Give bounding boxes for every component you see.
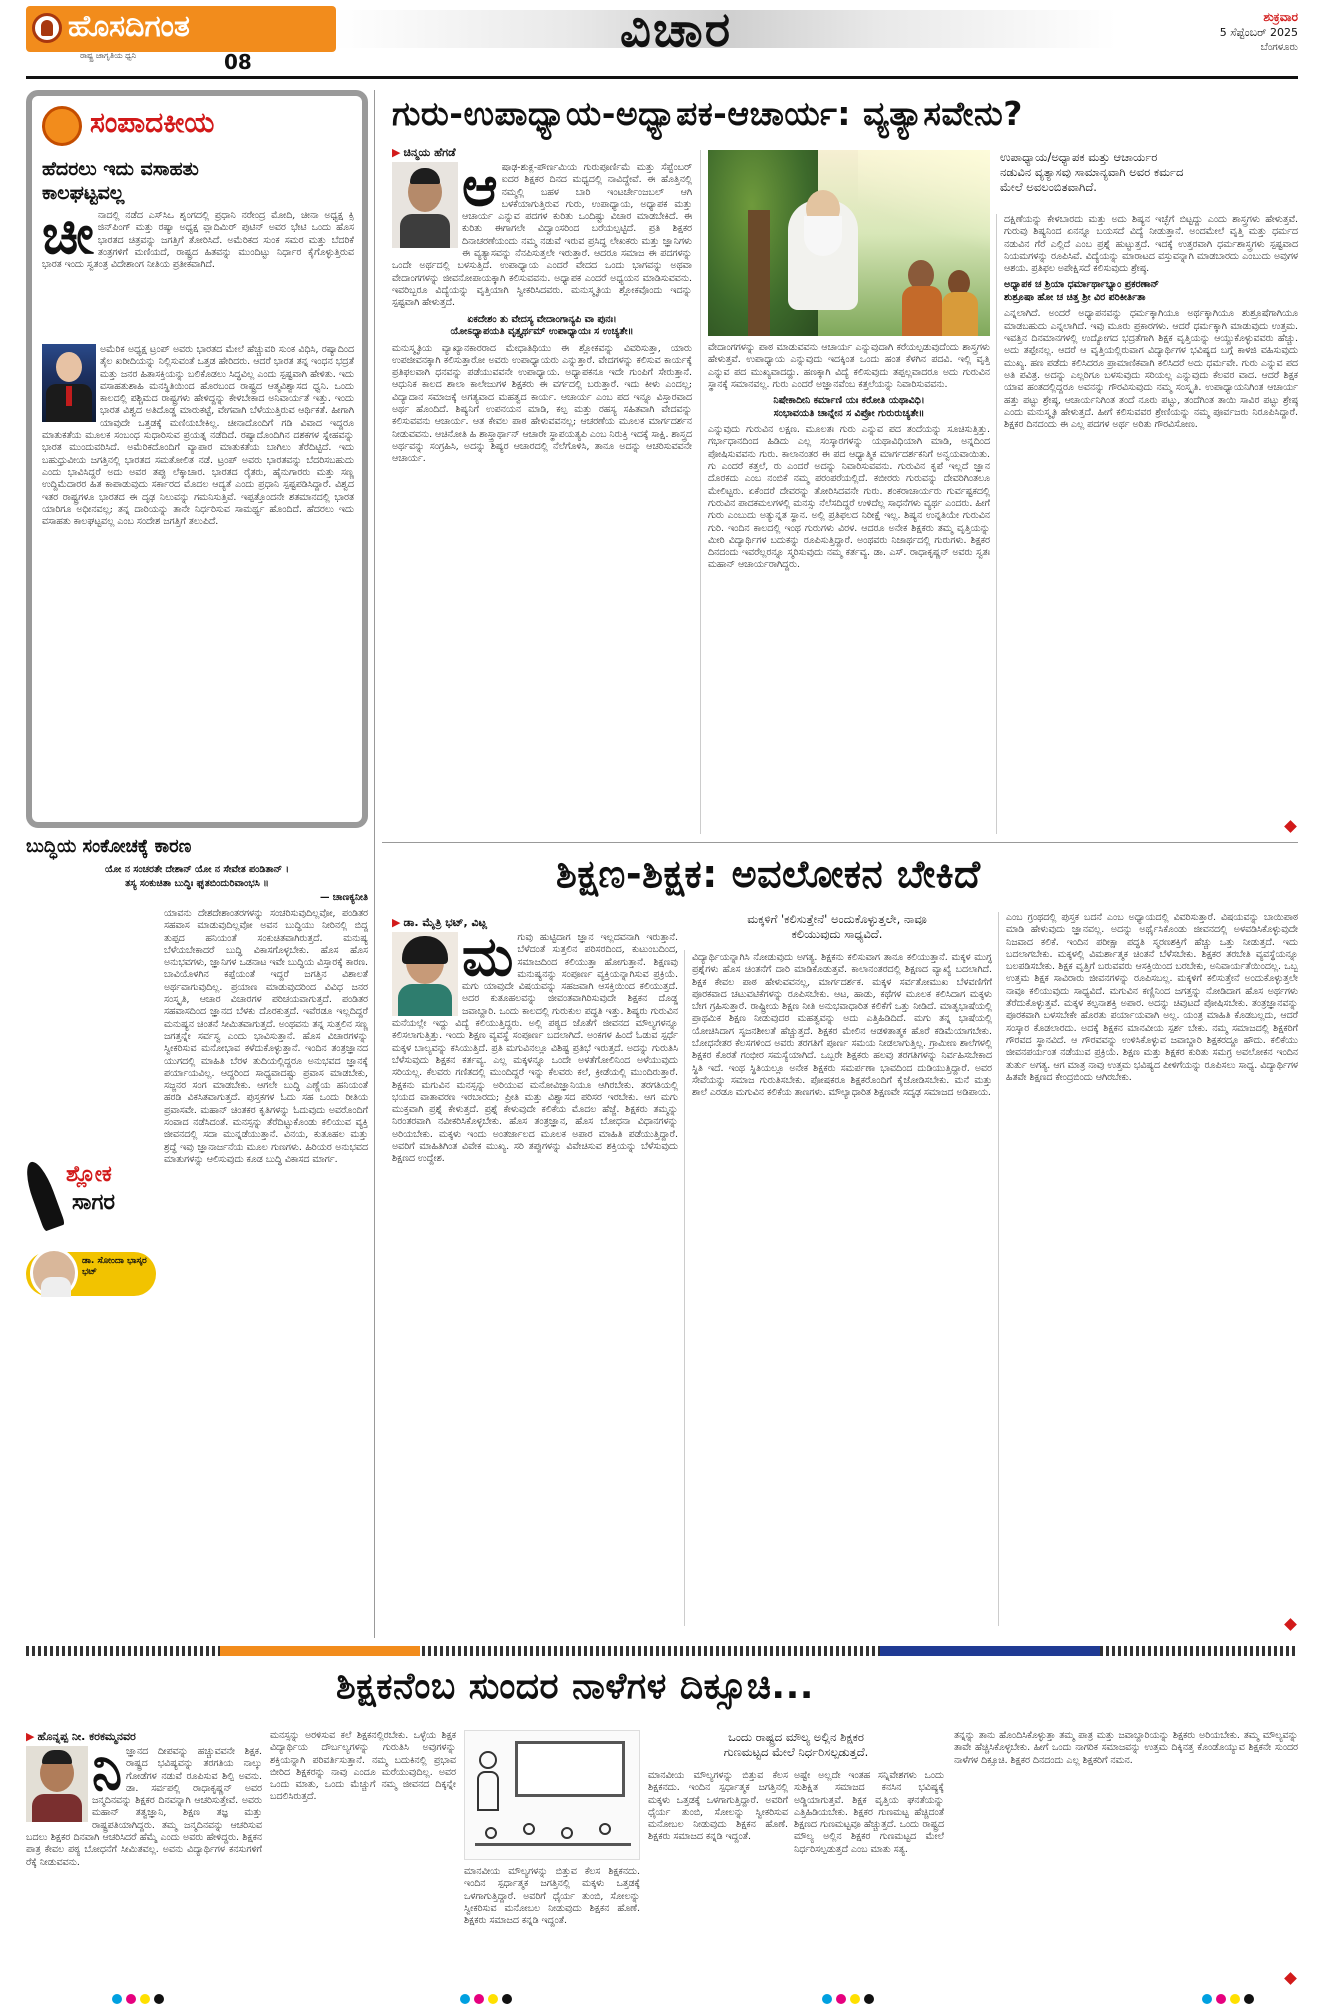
article2-col3-text: ಎಂಬ ಗ್ರಂಥದಲ್ಲಿ ಪುಸ್ತಕ ಬದನೆ ಎಂಬ ಅಧ್ಯಾಯದಲ್ಲಿ ವಿವರಿಸುತ್ತಾರೆ. ವಿಷಯವನ್ನು ಬಾಯಿಪಾಠ ಮಾಡಿ ಹೇಳುವುದು ಜ್ಞಾನವಲ್ಲ. ಅದನ್ನು ಅರ್ಥೈಸಿಕೊಂಡು ಜೀವನದಲ್ಲಿ ಅಳವಡಿಸಿಕೊಳ್ಳುವುದೇ ನಿಜವಾದ ಕಲಿಕೆ. ಇಂದಿನ ಪರೀಕ್ಷಾ ಪದ್ಧತಿ ಸ್ಮರಣಶಕ್ತಿಗೆ ಹೆಚ್ಚು ಒತ್ತು ನೀಡುತ್ತದೆ. ಇದು ಬದಲಾಗಬೇಕು. ಮಕ್ಕಳಲ್ಲಿ ವಿಮರ್ಶಾತ್ಮಕ ಚಿಂತನೆ ಬೆಳೆಸಬೇಕು. ಶಿಕ್ಷಕರ ತರಬೇತಿ ವ್ಯವಸ್ಥೆಯನ್ನೂ ಬಲಪಡಿಸಬೇಕು. ಶಿಕ್ಷಕ ವೃತ್ತಿಗೆ ಬರುವವರು ಆಸಕ್ತಿಯಿಂದ ಬರಬೇಕು, ಅನಿವಾರ್ಯತೆಯಿಂದಲ್ಲ. ಒಬ್ಬ ಉತ್ತಮ ಶಿಕ್ಷಕ ಸಾವಿರಾರು ಜೀವನಗಳನ್ನು ರೂಪಿಸಬಲ್ಲ. ಮಕ್ಕಳಿಗೆ ಕಲಿಸುತ್ತೇನೆ ಅಂದುಕೊಳ್ಳುತ್ತಲೇ ನಾವೂ ಕಲಿಯುವುದು ಸಾಧ್ಯವಿದೆ. ಮಗುವಿನ ಕಣ್ಣಿನಿಂದ ಜಗತ್ತನ್ನು ನೋಡಿದಾಗ ಹೊಸ ಅರ್ಥಗಳು ತೆರೆದುಕೊಳ್ಳುತ್ತವೆ. ಮಕ್ಕಳ ಕಲ್ಪನಾಶಕ್ತಿ ಅಪಾರ. ಅದನ್ನು ಚಿವುಟದೆ ಪೋಷಿಸಬೇಕು. ತಂತ್ರಜ್ಞಾನವನ್ನು ಪೂರಕವಾಗಿ ಬಳಸಬೇಕೇ ಹೊರತು ಪರ್ಯಾಯವಾಗಿ ಅಲ್ಲ. ಯಂತ್ರ ಮಾಹಿತಿ ಕೊಡಬಲ್ಲದು, ಆದರೆ ಸಂಸ್ಕಾರ ಕೊಡಲಾರದು. ಅದಕ್ಕೆ ಶಿಕ್ಷಕನ ಮಾನವೀಯ ಸ್ಪರ್ಶ ಬೇಕು. ನಮ್ಮ ಸಮಾಜದಲ್ಲಿ ಶಿಕ್ಷಕರಿಗೆ ಗೌರವದ ಸ್ಥಾನವಿದೆ. ಆ ಗೌರವವನ್ನು ಉಳಿಸಿಕೊಳ್ಳುವ ಜವಾಬ್ದಾರಿ ಶಿಕ್ಷಕರದ್ದೂ ಹೌದು. ಕಲಿಕೆಯು ಜೀವನಪರ್ಯಂತ ನಡೆಯುವ ಪ್ರಕ್ರಿಯೆ. ಶಿಕ್ಷಣ ಮತ್ತು ಶಿಕ್ಷಕರ ಕುರಿತು ಸಮಗ್ರ ಅವಲೋಕನ ಇಂದಿನ ತುರ್ತು ಅಗತ್ಯ. ಆಗ ಮಾತ್ರ ನಾವು ಉತ್ತಮ ಭವಿಷ್ಯದ ಪೀಳಿಗೆಯನ್ನು ರೂಪಿಸಲು ಸಾಧ್ಯ. ವಿದ್ಯಾರ್ಥಿಗಳ ಹಿತವೇ ಶಿಕ್ಷಣದ ಕೇಂದ್ರಬಿಂದು ಆಗಿರಬೇಕು. <box>1006 912 1298 1083</box>
buddhi-quote-line2: ತಸ್ಯ ಸಂಕುಚಿತಾ ಬುದ್ಧಿಃ ಘೃತಬಿಂದುರಿವಾಂಭಸಿ ॥ <box>125 878 269 889</box>
byline-marker-icon: ▶ <box>26 1730 35 1743</box>
article3-col3 <box>464 1866 640 1982</box>
article1-title: ಗುರು-ಉಪಾಧ್ಯಾಯ-ಅಧ್ಯಾಪಕ-ಆಚಾರ್ಯ: ವ್ಯತ್ಯಾಸವೇನು? <box>392 94 1023 133</box>
article1-deck-line2: ನಡುವಿನ ವ್ಯತ್ಯಾಸವು ಸಾಮಾನ್ಯವಾಗಿ ಅವರ ಕರ್ಮದ <box>1000 165 1184 179</box>
article2-col1 <box>392 932 678 1626</box>
article3-author: ಹೊನ್ನಪ್ಪ ನೀ. ಕರಕಮ್ಮನವರ <box>37 1730 136 1743</box>
registration-marks <box>112 1994 1252 2006</box>
article3-illustration <box>464 1730 640 1860</box>
masthead-date: 5 ಸೆಪ್ಟೆಂಬರ್ 2025 <box>1219 26 1298 39</box>
quill-icon <box>21 1158 66 1231</box>
masthead-day: ಶುಕ್ರವಾರ <box>1263 10 1298 24</box>
article3-col4b-text: ಮಾನವೀಯ ಮೌಲ್ಯಗಳನ್ನು ಬಿತ್ತುವ ಕೆಲಸ ಶಿಕ್ಷಕನದು. ಇಂದಿನ ಸ್ಪರ್ಧಾತ್ಮಕ ಜಗತ್ತಿನಲ್ಲಿ ಮಕ್ಕಳು ಒತ್ತಡಕ್ಕೆ ಒಳಗಾಗುತ್ತಿದ್ದಾರೆ. ಅವರಿಗೆ ಧೈರ್ಯ ತುಂಬಿ, ಸೋಲನ್ನು ಸ್ವೀಕರಿಸುವ ಮನೋಬಲ ನೀಡುವುದು ಶಿಕ್ಷಕನ ಹೊಣೆ. ಶಿಕ್ಷಕರು ಸಮಾಜದ ಕನ್ನಡಿ ಇದ್ದಂತೆ. <box>648 1770 788 1843</box>
logo-tagline: ರಾಷ್ಟ್ರ ಜಾಗೃತಿಯ ಧ್ವನಿ <box>80 51 137 60</box>
article1-col1-text: ಷಾಢ-ಶುಕ್ಲ-ಪೌರ್ಣಮಿಯ ಗುರುಪೂರ್ಣಿಮೆ ಮತ್ತು ಸೆಪ್ಟೆಂಬರ್ ಐದರ ಶಿಕ್ಷಕರ ದಿನದ ಮಧ್ಯದಲ್ಲಿ ನಾವಿದ್ದೇವೆ. ಈ ಹೊತ್ತಿನಲ್ಲಿ ನಮ್ಮಲ್ಲಿ ಬಹಳ ಬಾರಿ ಇಂಟರ್ಚೇಂಜಬಲ್ ಆಗಿ ಬಳಕೆಯಾಗುತ್ತಿರುವ ಗುರು, ಉಪಾಧ್ಯಾಯ, ಅಧ್ಯಾಪಕ ಮತ್ತು ಆಚಾರ್ಯ ಎನ್ನುವ ಪದಗಳ ಕುರಿತು ಒಂದಿಷ್ಟು ವಿಚಾರ ಮಾಡಬೇಕಿದೆ. ಈ ಕುರಿತು ಈಗಾಗಲೇ ವಿದ್ವಾಂಸರಿಂದ ಬರೆಯಲ್ಪಟ್ಟಿದೆ. ಪ್ರತಿ ಶಿಕ್ಷಕರ ದಿನಾಚರಣೆಯಂದು ನಮ್ಮ ನಡುವೆ ಇರುವ ಪ್ರಸಿದ್ಧ ಲೇಖಕರು ಮತ್ತು ಜ್ಞಾನಿಗಳು ಈ ವ್ಯತ್ಯಾಸವನ್ನು ನೆನಪಿಸುತ್ತಲೇ ಇರುತ್ತಾರೆ. ಆದರೂ ಸಮಾಜ ಈ ಪದಗಳನ್ನು ಒಂದೇ ಅರ್ಥದಲ್ಲಿ ಬಳಸುತ್ತಿದೆ. ಉಪಾಧ್ಯಾಯ ಎಂದರೆ ವೇದದ ಒಂದು ಭಾಗವನ್ನು ಅಥವಾ ವೇದಾಂಗಗಳನ್ನು ಜೀವನೋಪಾಯಕ್ಕಾಗಿ ಕಲಿಸುವವನು. ಅಧ್ಯಾಪಕ ಎಂದರೆ ಅಧ್ಯಯನ ಮಾಡಿಸುವವನು. ಇವರಿಬ್ಬರೂ ವಿದ್ಯೆಯನ್ನು ವೃತ್ತಿಯಾಗಿ ಸ್ವೀಕರಿಸಿದವರು. ಮನುಸ್ಮೃತಿಯ ಶ್ಲೋಕವೊಂದು ಇದನ್ನು ಸ್ಪಷ್ಟವಾಗಿ ಹೇಳುತ್ತದೆ. <box>392 162 692 309</box>
editorial-title-line1: ಹೆದರಲು ಇದು ವಸಾಹತು <box>42 158 199 180</box>
article2-byline <box>392 916 487 930</box>
article3-col4-text: ಅಷ್ಟೇ ಅಲ್ಲದೇ ಇಂತಹ ಸನ್ನಿವೇಶಗಳು ಒಂದು ಸುಶಿಕ್ಷಿತ ಸಮಾಜದ ಕನಸಿನ ಭವಿಷ್ಯಕ್ಕೆ ಅಡ್ಡಿಯಾಗುತ್ತವೆ. ಶಿಕ್ಷಕ ವೃತ್ತಿಯ ಘನತೆಯನ್ನು ಎತ್ತಿಹಿಡಿಯಬೇಕು. ಶಿಕ್ಷಕರ ಗುಣಮಟ್ಟ ಹೆಚ್ಚಿದಂತೆ ಶಿಕ್ಷಣದ ಗುಣಮಟ್ಟವೂ ಹೆಚ್ಚುತ್ತದೆ. ಒಂದು ರಾಷ್ಟ್ರದ ಮೌಲ್ಯ ಅಲ್ಲಿನ ಶಿಕ್ಷಕರ ಗುಣಮಟ್ಟದ ಮೇಲೆ ನಿರ್ಧರಿಸಲ್ಪಡುತ್ತದೆ ಎಂಬ ಮಾತು ಸತ್ಯ. <box>794 1770 944 1855</box>
article1-col1 <box>392 162 692 838</box>
editorial-body <box>42 344 354 816</box>
article3-title: ಶಿಕ್ಷಕನೆಂಬ ಸುಂದರ ನಾಳೆಗಳ ದಿಕ್ಸೂಚಿ... <box>336 1666 814 1707</box>
article1-verse3-line2: ಶುಶ್ರೂಷಾ ಹೋ ಚ ಚಿತ್ತ ಶ್ರೀ ವಿರ ಪರಿಕೀರ್ತಿತಾ <box>1004 291 1146 303</box>
article1-col2b-text: ಎನ್ನುವುದು ಗುರುವಿನ ಲಕ್ಷಣ. ಮೂಲತಃ ಗುರು ಎನ್ನುವ ಪದ ತಂದೆಯನ್ನು ಸೂಚಿಸುತ್ತಿತ್ತು. ಗರ್ಭಾಧಾನದಿಂದ ಹಿಡಿದು ಎಲ್ಲ ಸಂಸ್ಕಾರಗಳನ್ನು ಯಥಾವಿಧಿಯಾಗಿ ಮಾಡಿ, ಅನ್ನದಿಂದ ಪೋಷಿಸುವವನು ಗುರು. ಕಾಲಾನಂತರ ಈ ಪದ ಆಧ್ಯಾತ್ಮಿಕ ಮಾರ್ಗದರ್ಶಕನಿಗೆ ಅನ್ವಯವಾಯಿತು. ಗು ಎಂದರೆ ಕತ್ತಲೆ, ರು ಎಂದರೆ ಅದನ್ನು ನಿವಾರಿಸುವವನು. ಗುರುವಿನ ಕೃಪೆ ಇಲ್ಲದೆ ಜ್ಞಾನ ದೊರಕದು ಎಂಬ ನಂಬಿಕೆ ನಮ್ಮ ಪರಂಪರೆಯಲ್ಲಿದೆ. ಕಬೀರರು ಗುರುವನ್ನು ದೇವರಿಗಿಂತಲೂ ಮೇಲಿಟ್ಟರು. ಏಕೆಂದರೆ ದೇವರನ್ನು ತೋರಿಸಿದವನೇ ಗುರು. ಶಂಕರಾಚಾರ್ಯರು ಗುರ್ವಷ್ಟಕದಲ್ಲಿ ಗುರುವಿನ ಪಾದಕಮಲಗಳಲ್ಲಿ ಮನಸ್ಸು ನೆಲೆಸದಿದ್ದರೆ ಉಳಿದೆಲ್ಲ ಸಾಧನೆಗಳು ವ್ಯರ್ಥ ಎಂದರು. ಹೀಗೆ ಗುರು ಎಂಬುದು ಅತ್ಯುನ್ನತ ಸ್ಥಾನ. ಅಲ್ಲಿ ಪ್ರತಿಫಲದ ನಿರೀಕ್ಷೆ ಇಲ್ಲ. ಶಿಷ್ಯನ ಉನ್ನತಿಯೇ ಗುರುವಿನ ಗುರಿ. ಇಂದಿನ ಕಾಲದಲ್ಲಿ ಇಂಥ ಗುರುಗಳು ವಿರಳ. ಆದರೂ ಅನೇಕ ಶಿಕ್ಷಕರು ತಮ್ಮ ವೃತ್ತಿಯನ್ನು ಮೀರಿ ವಿದ್ಯಾರ್ಥಿಗಳ ಬದುಕನ್ನು ರೂಪಿಸುತ್ತಿದ್ದಾರೆ. ಅಂಥವರು ನಿಜಾರ್ಥದಲ್ಲಿ ಗುರುಗಳು. ಶಿಕ್ಷಕರ ದಿನದಂದು ಇವರೆಲ್ಲರನ್ನೂ ಸ್ಮರಿಸುವುದು ನಮ್ಮ ಕರ್ತವ್ಯ. ಡಾ. ಎಸ್. ರಾಧಾಕೃಷ್ಣನ್ ಅವರು ಸ್ವತಃ ಮಹಾನ್ ಆಚಾರ್ಯರಾಗಿದ್ದರು. <box>708 424 990 571</box>
page-number: 08 <box>224 50 252 74</box>
article1-col2-text: ವೇದಾಂಗಗಳನ್ನು ಪಾಠ ಮಾಡುವವನು ಆಚಾರ್ಯ ಎನ್ನುವುದಾಗಿ ಕರೆಯಲ್ಪಡುವುದೆಂದು ಶಾಸ್ತ್ರಗಳು ಹೇಳುತ್ತವೆ. ಉಪಾಧ್ಯಾಯ ಎನ್ನುವುದು ಇದಕ್ಕಿಂತ ಒಂದು ಹಂತ ಕೆಳಗಿನ ಪದವಿ. ಇಲ್ಲಿ ವೃತ್ತಿ ಎನ್ನುವ ಪದ ಮುಖ್ಯವಾದದ್ದು. ಹಣಕ್ಕಾಗಿ ವಿದ್ಯೆ ಕಲಿಸುವುದು ತಪ್ಪಲ್ಲವಾದರೂ ಅದು ಗುರುವಿನ ಸ್ಥಾನಕ್ಕೆ ಸಮಾನವಲ್ಲ. ಗುರು ಎಂದರೆ ಅಜ್ಞಾನವೆಂಬ ಕತ್ತಲೆಯನ್ನು ನಿವಾರಿಸುವವನು. <box>708 342 990 390</box>
article1-divider-2 <box>996 214 997 834</box>
article1-author: ಚಿನ್ಮಯ ಹೆಗಡೆ <box>403 146 456 159</box>
article1-col3b-text: ಎನ್ನಲಾಗಿದೆ. ಅಂದರೆ ಅಧ್ಯಾಪನವನ್ನು ಧರ್ಮಕ್ಕಾಗಿಯೂ ಅರ್ಥಕ್ಕಾಗಿಯೂ ಶುಶ್ರೂಷೆಗಾಗಿಯೂ ಮಾಡಬಹುದು ಎನ್ನಲಾಗಿದೆ. ಇವು ಮೂರು ಪ್ರಕಾರಗಳು. ಆದರೆ ಧರ್ಮಕ್ಕಾಗಿ ಮಾಡುವುದು ಉತ್ತಮ. ಇವತ್ತಿನ ದಿನಮಾನಗಳಲ್ಲಿ ಉದ್ಯೋಗದ ಭದ್ರತೆಗಾಗಿ ಶಿಕ್ಷಕ ವೃತ್ತಿಯನ್ನು ಆಯ್ದುಕೊಳ್ಳುವವರು ಹೆಚ್ಚು. ಅದು ತಪ್ಪೇನಲ್ಲ. ಆದರೆ ಆ ವೃತ್ತಿಯಲ್ಲಿರುವಾಗ ವಿದ್ಯಾರ್ಥಿಗಳ ಭವಿಷ್ಯದ ಬಗ್ಗೆ ಕಾಳಜಿ ವಹಿಸುವುದು ಮುಖ್ಯ. ಹಣ ಪಡೆದು ಕಲಿಸಿದರೂ ಪ್ರಾಮಾಣಿಕವಾಗಿ ಕಲಿಸಿದರೆ ಅದು ಧರ್ಮವೇ. ಗುರು ಎನ್ನುವ ಪದ ಅತಿ ಪವಿತ್ರ. ಅದನ್ನು ಎಲ್ಲರಿಗೂ ಬಳಸುವುದು ಸರಿಯಲ್ಲ ಎನ್ನುವುದು ಕೆಲವರ ವಾದ. ಆದರೆ ಶಿಕ್ಷಕ ಯಾವ ಹಂತದಲ್ಲಿದ್ದರೂ ಅವನನ್ನು ಗೌರವಿಸುವುದು ನಮ್ಮ ಸಂಸ್ಕೃತಿ. ಉಪಾಧ್ಯಾಯನಿಗಿಂತ ಆಚಾರ್ಯ ಹತ್ತು ಪಟ್ಟು ಶ್ರೇಷ್ಠ, ಆಚಾರ್ಯನಿಗಿಂತ ತಂದೆ ನೂರು ಪಟ್ಟು, ತಂದೆಗಿಂತ ತಾಯಿ ಸಾವಿರ ಪಟ್ಟು ಶ್ರೇಷ್ಠ ಎಂದು ಮನುಸ್ಮೃತಿ ಹೇಳುತ್ತದೆ. ಹೀಗೆ ಕಲಿಸುವವರ ಶ್ರೇಣಿಯನ್ನು ನಮ್ಮ ಪೂರ್ವಜರು ನಿರೂಪಿಸಿದ್ದಾರೆ. ಶಿಕ್ಷಕರ ದಿನದಂದು ಈ ಎಲ್ಲ ಪದಗಳ ಅರ್ಥ ಅರಿತು ಗೌರವಿಸೋಣ. <box>1004 308 1298 431</box>
article1-bottom-rule <box>382 842 1298 843</box>
article1-verse2-line1: ನಿಷೇಕಾದೀನಿ ಕರ್ಮಾಣಿ ಯಃ ಕರೋತಿ ಯಥಾವಿಧಿ। <box>773 395 925 407</box>
article1-deck <box>1000 150 1300 195</box>
article3-col2 <box>270 1730 456 1982</box>
article3-col5 <box>954 1730 1298 1982</box>
article2-title: ಶಿಕ್ಷಣ-ಶಿಕ್ಷಕ: ಅವಲೋಕನ ಬೇಕಿದೆ <box>556 852 981 896</box>
shloka-author-label: ಡಾ. ಸೋಂದಾ ಭಾಸ್ಕರ ಭಟ್ <box>82 1256 147 1277</box>
editorial-label: ಸಂಪಾದಕೀಯ <box>90 106 215 139</box>
article2-author: ಡಾ. ಮೈತ್ರಿ ಭಟ್, ವಿಟ್ಲ <box>403 916 488 929</box>
shloka-label-line1: ಶ್ಲೋಕ <box>66 1162 112 1187</box>
buddhi-quote-source: — ಚಾಣಕ್ಯನೀತಿ <box>319 892 368 903</box>
separator-blue <box>880 1646 1100 1656</box>
logo-block[interactable] <box>26 6 336 52</box>
article3-col3-text: ಮಾನವೀಯ ಮೌಲ್ಯಗಳನ್ನು ಬಿತ್ತುವ ಕೆಲಸ ಶಿಕ್ಷಕನದು. ಇಂದಿನ ಸ್ಪರ್ಧಾತ್ಮಕ ಜಗತ್ತಿನಲ್ಲಿ ಮಕ್ಕಳು ಒತ್ತಡಕ್ಕೆ ಒಳಗಾಗುತ್ತಿದ್ದಾರೆ. ಅವರಿಗೆ ಧೈರ್ಯ ತುಂಬಿ, ಸೋಲನ್ನು ಸ್ವೀಕರಿಸುವ ಮನೋಬಲ ನೀಡುವುದು ಶಿಕ್ಷಕನ ಹೊಣೆ. ಶಿಕ್ಷಕರು ಸಮಾಜದ ಕನ್ನಡಿ ಇದ್ದಂತೆ. <box>464 1866 640 1927</box>
article2-col3 <box>1006 912 1298 1624</box>
masthead <box>0 0 1324 82</box>
article3-deck <box>648 1730 944 1760</box>
article1-divider-1 <box>700 150 701 834</box>
article1-verse1-line1: ಏಕದೇಶಂ ತು ವೇದಸ್ಯ ವೇದಾಂಗಾನ್ಯಪಿ ವಾ ಪುನಃ। <box>467 313 617 325</box>
article1-col2 <box>708 342 990 836</box>
article2-col1-text: ಗುವು ಹುಟ್ಟಿದಾಗ ಜ್ಞಾನ ಇಲ್ಲದವನಾಗಿ ಇರುತ್ತಾನೆ. ಬೆಳೆದಂತೆ ಸುತ್ತಲಿನ ಪರಿಸರದಿಂದ, ಕುಟುಂಬದಿಂದ, ಸಮಾಜದಿಂದ ಕಲಿಯುತ್ತಾ ಹೋಗುತ್ತಾನೆ. ಶಿಕ್ಷಣವು ಮನುಷ್ಯನನ್ನು ಸಂಪೂರ್ಣ ವ್ಯಕ್ತಿಯನ್ನಾಗಿಸುವ ಪ್ರಕ್ರಿಯೆ. ಮಗು ಯಾವುದೇ ವಿಷಯವನ್ನು ಸಹಜವಾಗಿ ಆಸಕ್ತಿಯಿಂದ ಕಲಿಯುತ್ತದೆ. ಅದರ ಕುತೂಹಲವನ್ನು ಜೀವಂತವಾಗಿರಿಸುವುದೇ ಶಿಕ್ಷಕನ ದೊಡ್ಡ ಜವಾಬ್ದಾರಿ. ಒಂದು ಕಾಲದಲ್ಲಿ ಗುರುಕುಲ ಪದ್ಧತಿ ಇತ್ತು. ಶಿಷ್ಯರು ಗುರುವಿನ ಮನೆಯಲ್ಲೇ ಇದ್ದು ವಿದ್ಯೆ ಕಲಿಯುತ್ತಿದ್ದರು. ಅಲ್ಲಿ ಪಠ್ಯದ ಜೊತೆಗೆ ಜೀವನದ ಮೌಲ್ಯಗಳನ್ನೂ ಕಲಿಸಲಾಗುತ್ತಿತ್ತು. ಇಂದು ಶಿಕ್ಷಣ ವ್ಯವಸ್ಥೆ ಸಂಪೂರ್ಣ ಬದಲಾಗಿದೆ. ಅಂಕಗಳ ಹಿಂದೆ ಓಡುವ ಸ್ಪರ್ಧೆ ಮಕ್ಕಳ ಬಾಲ್ಯವನ್ನು ಕಸಿಯುತ್ತಿದೆ. ಪ್ರತಿ ಮಗುವಿನಲ್ಲೂ ವಿಶಿಷ್ಟ ಪ್ರತಿಭೆ ಇರುತ್ತದೆ. ಅದನ್ನು ಗುರುತಿಸಿ ಬೆಳೆಸುವುದು ಶಿಕ್ಷಕನ ಕರ್ತವ್ಯ. ಎಲ್ಲ ಮಕ್ಕಳನ್ನೂ ಒಂದೇ ಅಳತೆಗೋಲಿನಿಂದ ಅಳೆಯುವುದು ಸರಿಯಲ್ಲ. ಕೆಲವರು ಗಣಿತದಲ್ಲಿ ಮುಂದಿದ್ದರೆ ಇನ್ನು ಕೆಲವರು ಕಲೆ, ಕ್ರೀಡೆಯಲ್ಲಿ ಮುಂದಿರುತ್ತಾರೆ. ಶಿಕ್ಷಕನು ಮಗುವಿನ ಮನಸ್ಸನ್ನು ಅರಿಯುವ ಮನೋವಿಜ್ಞಾನಿಯೂ ಆಗಿರಬೇಕು. ತರಗತಿಯಲ್ಲಿ ಭಯದ ವಾತಾವರಣ ಇರಬಾರದು; ಪ್ರೀತಿ ಮತ್ತು ವಿಶ್ವಾಸದ ಪರಿಸರ ಇರಬೇಕು. ಆಗ ಮಗು ಮುಕ್ತವಾಗಿ ಪ್ರಶ್ನೆ ಕೇಳುತ್ತದೆ. ಪ್ರಶ್ನೆ ಕೇಳುವುದೇ ಕಲಿಕೆಯ ಮೊದಲ ಹೆಜ್ಜೆ. ಶಿಕ್ಷಕರು ತಮ್ಮನ್ನು ನಿರಂತರವಾಗಿ ನವೀಕರಿಸಿಕೊಳ್ಳಬೇಕು. ಹೊಸ ತಂತ್ರಜ್ಞಾನ, ಹೊಸ ಬೋಧನಾ ವಿಧಾನಗಳನ್ನು ಅರಿಯಬೇಕು. ಮಕ್ಕಳು ಇಂದು ಅಂತರ್ಜಾಲದ ಮೂಲಕ ಅಪಾರ ಮಾಹಿತಿ ಪಡೆಯುತ್ತಿದ್ದಾರೆ. ಅವರಿಗೆ ಮಾಹಿತಿಗಿಂತ ವಿವೇಕ ಮುಖ್ಯ. ಸರಿ ತಪ್ಪುಗಳನ್ನು ವಿವೇಚಿಸುವ ಶಕ್ತಿಯನ್ನು ಬೆಳೆಸುವುದು ಶಿಕ್ಷಣದ ಉದ್ದೇಶ. <box>392 932 678 1165</box>
article2-divider-2 <box>998 912 999 1626</box>
article1-illustration <box>708 150 990 336</box>
article1-deck-line1: ಉಪಾಧ್ಯಾಯ/ಅಧ್ಯಾಪಕ ಮತ್ತು ಆಚಾರ್ಯರ <box>1000 150 1158 164</box>
buddhi-section <box>26 836 368 1636</box>
article3-col1 <box>26 1746 262 1982</box>
article1-dropcap: ಆ <box>462 162 498 218</box>
article3-col1-text: ಜ್ಞಾನದ ದೀಪವನ್ನು ಹಚ್ಚುವವನೇ ಶಿಕ್ಷಕ. ರಾಷ್ಟ್ರದ ಭವಿಷ್ಯವನ್ನು ತರಗತಿಯ ನಾಲ್ಕು ಗೋಡೆಗಳ ನಡುವೆ ರೂಪಿಸುವ ಶಿಲ್ಪಿ ಅವನು. ಡಾ. ಸರ್ವಪಲ್ಲಿ ರಾಧಾಕೃಷ್ಣನ್ ಅವರ ಜನ್ಮದಿನವನ್ನು ಶಿಕ್ಷಕರ ದಿನವನ್ನಾಗಿ ಆಚರಿಸುತ್ತೇವೆ. ಅವರು ಮಹಾನ್ ತತ್ವಜ್ಞಾನಿ, ಶಿಕ್ಷಣ ತಜ್ಞ ಮತ್ತು ರಾಷ್ಟ್ರಪತಿಯಾಗಿದ್ದರು. ತಮ್ಮ ಜನ್ಮದಿನವನ್ನು ಆಚರಿಸುವ ಬದಲು ಶಿಕ್ಷಕರ ದಿನವಾಗಿ ಆಚರಿಸಿದರೆ ಹೆಮ್ಮೆ ಎಂದು ಅವರು ಹೇಳಿದ್ದರು. ಶಿಕ್ಷಕನ ಪಾತ್ರ ಕೇವಲ ಪಠ್ಯ ಬೋಧನೆಗೆ ಸೀಮಿತವಲ್ಲ. ಅವನು ವಿದ್ಯಾರ್ಥಿಗಳ ಕನಸುಗಳಿಗೆ ರೆಕ್ಕೆ ನೀಡುವವನು. <box>26 1746 262 1868</box>
separator-orange <box>220 1646 420 1656</box>
editorial-intro <box>42 210 354 340</box>
logo-emblem-icon <box>32 13 62 43</box>
article3-col4 <box>794 1770 944 1982</box>
byline-marker-icon: ▶ <box>392 146 401 159</box>
article3-byline <box>26 1730 136 1744</box>
article1-col1b-text: ಮನುಸ್ಮೃತಿಯ ವ್ಯಾಖ್ಯಾನಕಾರರಾದ ಮೇಧಾತಿಥಿಯು ಈ ಶ್ಲೋಕವನ್ನು ವಿವರಿಸುತ್ತಾ, ಯಾರು ಉಪಜೀವನಕ್ಕಾಗಿ ಕಲಿಸುತ್ತಾರೋ ಅವರು ಉಪಾಧ್ಯಾಯರು ಎನ್ನುತ್ತಾರೆ. ವೇದಗಳನ್ನು ಕಲಿಸುವ ಕಾರ್ಯಕ್ಕೆ ಪ್ರತಿಫಲವಾಗಿ ಧನವನ್ನು ಪಡೆಯುವವನೇ ಉಪಾಧ್ಯಾಯ. ಅಧ್ಯಾಪಕನೂ ಇದೇ ಗುಂಪಿಗೆ ಸೇರುತ್ತಾನೆ. ಆಧುನಿಕ ಕಾಲದ ಶಾಲಾ ಕಾಲೇಜುಗಳ ಶಿಕ್ಷಕರು ಈ ವರ್ಗದಲ್ಲಿ ಬರುತ್ತಾರೆ. ಇದು ಕೀಳು ಎಂದಲ್ಲ; ವಿದ್ಯಾದಾನ ಸಮಾಜಕ್ಕೆ ಅಗತ್ಯವಾದ ಮಹತ್ವದ ಕಾರ್ಯ. ಆಚಾರ್ಯ ಎಂಬ ಪದ ಇನ್ನೂ ವಿಸ್ತಾರವಾದ ಅರ್ಥ ಹೊಂದಿದೆ. ಶಿಷ್ಯನಿಗೆ ಉಪನಯನ ಮಾಡಿ, ಕಲ್ಪ ಮತ್ತು ರಹಸ್ಯ ಸಹಿತವಾಗಿ ವೇದವನ್ನು ಕಲಿಸುವವನು ಆಚಾರ್ಯ. ಆತ ಕೇವಲ ಪಾಠ ಹೇಳುವವನಲ್ಲ; ಆಚರಣೆಯ ಮೂಲಕ ಮಾರ್ಗದರ್ಶನ ನೀಡುವವನು. ಆಚಿನೋತಿ ಹಿ ಶಾಸ್ತ್ರಾರ್ಥಾನ್ ಆಚಾರೇ ಸ್ಥಾಪಯತ್ಯಪಿ ಎಂಬ ನಿರುಕ್ತಿ ಇದಕ್ಕೆ ಸಾಕ್ಷಿ. ಶಾಸ್ತ್ರದ ಅರ್ಥವನ್ನು ಸಂಗ್ರಹಿಸಿ, ಅದನ್ನು ಶಿಷ್ಯರ ಆಚಾರದಲ್ಲಿ ನೆಲೆಗೊಳಿಸಿ, ತಾನೂ ಅದನ್ನು ಆಚರಿಸುವವನೇ ಆಚಾರ್ಯ. <box>392 342 692 465</box>
section-title: ವಿಚಾರ <box>620 2 733 58</box>
buddhi-quote-line1: ಯೋ ನ ಸಂಚರತೇ ದೇಶಾನ್ ಯೋ ನ ಸೇವೇತ ಪಂಡಿತಾನ್ । <box>104 864 290 875</box>
article2-deck-line2: ಕಲಿಯುವುದು ಸಾಧ್ಯವಿದೆ. <box>791 927 883 941</box>
article3-col5-text: ತನ್ನನ್ನು ತಾನು ಹೊಂದಿಸಿಕೊಳ್ಳುತ್ತಾ ತಮ್ಮ ಪಾತ್ರ ಮತ್ತು ಜವಾಬ್ದಾರಿಯನ್ನು ಶಿಕ್ಷಕರು ಅರಿಯಬೇಕು. ತಮ್ಮ ಮೌಲ್ಯವನ್ನು ತಾವೇ ಹೆಚ್ಚಿಸಿಕೊಳ್ಳಬೇಕು. ಹೀಗೆ ಒಂದು ನಾಗರಿಕ ಸಮಾಜವನ್ನು ಉತ್ತಮ ದಿಕ್ಕಿನತ್ತ ಕೊಂಡೊಯ್ಯುವ ಶಿಕ್ಷಕನೇ ಸುಂದರ ನಾಳೆಗಳ ದಿಕ್ಸೂಚಿ. ಶಿಕ್ಷಕರ ದಿನದಂದು ಎಲ್ಲ ಶಿಕ್ಷಕರಿಗೆ ನಮನ. <box>954 1730 1298 1766</box>
editorial-box <box>26 90 368 828</box>
masthead-rule <box>26 76 1298 79</box>
article2-deck <box>682 912 992 942</box>
editorial-intro-text: ನಾದಲ್ಲಿ ನಡೆದ ಎಸ್‌ಸಿಒ ಶೃಂಗದಲ್ಲಿ ಪ್ರಧಾನಿ ನರೇಂದ್ರ ಮೋದಿ, ಚೀನಾ ಅಧ್ಯಕ್ಷ ಕ್ಸಿ ಜಿನ್‌ಪಿಂಗ್ ಮತ್ತು ರಷ್ಯಾ ಅಧ್ಯಕ್ಷ ವ್ಲಾದಿಮಿರ್ ಪುಟಿನ್ ಅವರ ಭೇಟಿ ಒಂದು ಹೊಸ ಭಾರತದ ಚಿತ್ರವನ್ನು ಜಗತ್ತಿಗೆ ತೋರಿಸಿದೆ. ಅಮೆರಿಕದ ಸುಂಕ ಸಮರ ಮತ್ತು ಬೆದರಿಕೆ ತಂತ್ರಗಳಿಗೆ ಮಣಿಯದೆ, ರಾಷ್ಟ್ರದ ಹಿತವನ್ನು ಮುಂದಿಟ್ಟು ನಿರ್ಧಾರ ಕೈಗೊಳ್ಳುತ್ತಿರುವ ಭಾರತ ಇಂದು ಸ್ವತಂತ್ರ ವಿದೇಶಾಂಗ ನೀತಿಯ ಪ್ರತೀಕವಾಗಿದೆ. <box>42 210 354 271</box>
article1-verse2-line2: ಸಂಭಾವಯತಿ ಚಾನ್ನೇನ ಸ ವಿಪ್ರೋ ಗುರುರುಚ್ಯತೇ॥ <box>773 407 925 419</box>
section-separator <box>26 1646 1298 1656</box>
editorial-dropcap: ಚೀ <box>42 210 94 266</box>
editorial-body-text: ಅಮೆರಿಕ ಅಧ್ಯಕ್ಷ ಟ್ರಂಪ್ ಅವರು ಭಾರತದ ಮೇಲೆ ಹೆಚ್ಚುವರಿ ಸುಂಕ ವಿಧಿಸಿ, ರಷ್ಯಾದಿಂದ ತೈಲ ಖರೀದಿಯನ್ನು ನಿಲ್ಲಿಸುವಂತೆ ಒತ್ತಡ ಹೇರಿದರು. ಆದರೆ ಭಾರತ ತನ್ನ ಇಂಧನ ಭದ್ರತೆ ಮತ್ತು ಜನರ ಹಿತಾಸಕ್ತಿಯನ್ನು ಬಲಿಕೊಡಲು ಸಿದ್ಧವಿಲ್ಲ ಎಂದು ಸ್ಪಷ್ಟವಾಗಿ ಹೇಳಿತು. ಇದು ವಸಾಹತುಶಾಹಿ ಮನಸ್ಥಿತಿಯಿಂದ ಹೊರಬಂದ ರಾಷ್ಟ್ರದ ಆತ್ಮವಿಶ್ವಾಸದ ಧ್ವನಿ. ಒಂದು ಕಾಲದಲ್ಲಿ ಪಶ್ಚಿಮದ ರಾಷ್ಟ್ರಗಳು ಹೇಳಿದ್ದನ್ನು ಕೇಳಬೇಕಾದ ಅನಿವಾರ್ಯತೆ ಇತ್ತು. ಇಂದು ಭಾರತ ವಿಶ್ವದ ಅತಿದೊಡ್ಡ ಮಾರುಕಟ್ಟೆ, ವೇಗವಾಗಿ ಬೆಳೆಯುತ್ತಿರುವ ಆರ್ಥಿಕತೆ. ಹೀಗಾಗಿ ಯಾವುದೇ ಒತ್ತಡಕ್ಕೆ ಮಣಿಯಬೇಕಿಲ್ಲ. ಚೀನಾದೊಂದಿಗೆ ಗಡಿ ವಿವಾದ ಇದ್ದರೂ ಮಾತುಕತೆಯ ಮೂಲಕ ಸಂಬಂಧ ಸುಧಾರಿಸುವ ಪ್ರಯತ್ನ ನಡೆದಿದೆ. ರಷ್ಯಾದೊಂದಿಗಿನ ದಶಕಗಳ ಸ್ನೇಹವನ್ನು ಭಾರತ ಮುಂದುವರಿಸಿದೆ. ಅಮೆರಿಕದೊಂದಿಗೆ ವ್ಯಾಪಾರ ಮಾತುಕತೆಯ ಬಾಗಿಲು ತೆರೆದಿಟ್ಟಿದೆ. ಇದು ಬಹುಧ್ರುವೀಯ ಜಗತ್ತಿನಲ್ಲಿ ಭಾರತದ ಸಮತೋಲಿತ ನಡೆ. ಟ್ರಂಪ್ ಅವರು ಭಾರತವನ್ನು ಬೆದರಿಸಬಹುದು ಎಂದು ಭಾವಿಸಿದ್ದರೆ ಅದು ಅವರ ತಪ್ಪು ಲೆಕ್ಕಾಚಾರ. ಭಾರತದ ರೈತರು, ಹೈನುಗಾರರು ಮತ್ತು ಸಣ್ಣ ಉದ್ದಿಮೆದಾರರ ಹಿತ ಕಾಪಾಡುವುದು ಸರ್ಕಾರದ ಮೊದಲ ಆದ್ಯತೆ ಎಂದು ಪ್ರಧಾನಿ ಸ್ಪಷ್ಟಪಡಿಸಿದ್ದಾರೆ. ವಿಶ್ವದ ಇತರ ರಾಷ್ಟ್ರಗಳೂ ಭಾರತದ ಈ ದೃಢ ನಿಲುವನ್ನು ಗಮನಿಸುತ್ತಿವೆ. ಇಪ್ಪತ್ತೊಂದನೇ ಶತಮಾನದಲ್ಲಿ ಭಾರತ ಯಾರಿಗೂ ಅಧೀನವಲ್ಲ; ತನ್ನ ದಾರಿಯನ್ನು ತಾನೇ ನಿರ್ಧರಿಸುವ ಸಾಮರ್ಥ್ಯ ಹೊಂದಿದೆ. ಹೆದರಲು ಇದು ವಸಾಹತು ಕಾಲಘಟ್ಟವಲ್ಲ ಎಂಬ ಸಂದೇಶ ಜಗತ್ತಿಗೆ ತಲುಪಿದೆ. <box>42 344 354 528</box>
buddhi-body-text: ಯಾವನು ದೇಶದೇಶಾಂತರಗಳನ್ನು ಸಂಚರಿಸುವುದಿಲ್ಲವೋ, ಪಂಡಿತರ ಸಹವಾಸ ಮಾಡುವುದಿಲ್ಲವೋ ಅವನ ಬುದ್ಧಿಯು ನೀರಿನಲ್ಲಿ ಬಿದ್ದ ತುಪ್ಪದ ಹನಿಯಂತೆ ಸಂಕುಚಿತವಾಗಿರುತ್ತದೆ. ಮನುಷ್ಯ ಬೆಳೆಯಬೇಕಾದರೆ ಬುದ್ಧಿ ವಿಕಾಸಗೊಳ್ಳಬೇಕು. ಹೊಸ ಹೊಸ ಅನುಭವಗಳು, ಜ್ಞಾನಿಗಳ ಒಡನಾಟ ಇವೇ ಬುದ್ಧಿಯ ವಿಸ್ತಾರಕ್ಕೆ ಕಾರಣ. ಬಾವಿಯೊಳಗಿನ ಕಪ್ಪೆಯಂತೆ ಇದ್ದರೆ ಜಗತ್ತಿನ ವಿಶಾಲತೆ ಅರ್ಥವಾಗುವುದಿಲ್ಲ. ಪ್ರಯಾಣ ಮಾಡುವುದರಿಂದ ವಿವಿಧ ಜನರ ಸಂಸ್ಕೃತಿ, ಆಚಾರ ವಿಚಾರಗಳ ಪರಿಚಯವಾಗುತ್ತದೆ. ಪಂಡಿತರ ಸಹವಾಸದಿಂದ ಜ್ಞಾನದ ಬೆಳಕು ದೊರಕುತ್ತದೆ. ಇವೆರಡೂ ಇಲ್ಲದಿದ್ದರೆ ಮನುಷ್ಯನ ಚಿಂತನೆ ಸೀಮಿತವಾಗುತ್ತದೆ. ಅಂಥವನು ತನ್ನ ಸುತ್ತಲಿನ ಸಣ್ಣ ಜಗತ್ತನ್ನೇ ಸರ್ವಸ್ವ ಎಂದು ಭಾವಿಸುತ್ತಾನೆ. ಹೊಸ ವಿಚಾರಗಳನ್ನು ಸ್ವೀಕರಿಸುವ ಮನೋಭಾವ ಕಳೆದುಕೊಳ್ಳುತ್ತಾನೆ. ಇಂದಿನ ತಂತ್ರಜ್ಞಾನದ ಯುಗದಲ್ಲಿ ಮಾಹಿತಿ ಬೆರಳ ತುದಿಯಲ್ಲಿದ್ದರೂ ಅನುಭವದ ಜ್ಞಾನಕ್ಕೆ ಪರ್ಯಾಯವಿಲ್ಲ. ಆದ್ದರಿಂದ ಸಾಧ್ಯವಾದಷ್ಟು ಪ್ರವಾಸ ಮಾಡಬೇಕು, ಸಜ್ಜನರ ಸಂಗ ಮಾಡಬೇಕು. ಆಗಲೇ ಬುದ್ಧಿ ಎಣ್ಣೆಯ ಹನಿಯಂತೆ ಹರಡಿ ವಿಕಸಿತವಾಗುತ್ತದೆ. ಪುಸ್ತಕಗಳ ಓದು ಸಹ ಒಂದು ರೀತಿಯ ಪ್ರವಾಸವೇ. ಮಹಾನ್ ಚಿಂತಕರ ಕೃತಿಗಳನ್ನು ಓದುವುದು ಅವರೊಂದಿಗೆ ಸಂವಾದ ನಡೆಸಿದಂತೆ. ಮನಸ್ಸನ್ನು ತೆರೆದಿಟ್ಟುಕೊಂಡು ಕಲಿಯುವ ವ್ಯಕ್ತಿ ಜೀವನದಲ್ಲಿ ಸದಾ ಮುನ್ನಡೆಯುತ್ತಾನೆ. ವಿನಯ, ಕುತೂಹಲ ಮತ್ತು ಶ್ರದ್ಧೆ ಇವು ಜ್ಞಾನಾರ್ಜನೆಯ ಮೂಲ ಗುಣಗಳು. ಹಿರಿಯರ ಅನುಭವದ ಮಾತುಗಳನ್ನು ಆಲಿಸುವುದು ಕೂಡ ಬುದ್ಧಿ ವಿಕಾಸದ ಮಾರ್ಗ. <box>164 908 368 1165</box>
article2-divider-1 <box>684 950 685 1626</box>
editorial-title-line2: ಕಾಲಘಟ್ಟವಲ್ಲ <box>42 182 125 204</box>
article1-col3-text: ದಕ್ಷಿಣೆಯನ್ನು ಕೇಳಬಾರದು ಮತ್ತು ಅದು ಶಿಷ್ಯನ ಇಚ್ಛೆಗೆ ಬಿಟ್ಟದ್ದು ಎಂದು ಶಾಸ್ತ್ರಗಳು ಹೇಳುತ್ತವೆ. ಗುರುವು ಶಿಷ್ಯನಿಂದ ಏನನ್ನೂ ಬಯಸದೆ ವಿದ್ಯೆ ನೀಡುತ್ತಾನೆ. ಅಂದಮೇಲೆ ವೃತ್ತಿ ಮತ್ತು ಧರ್ಮದ ನಡುವಿನ ಗೆರೆ ಎಲ್ಲಿದೆ ಎಂಬ ಪ್ರಶ್ನೆ ಹುಟ್ಟುತ್ತದೆ. ಇದಕ್ಕೆ ಉತ್ತರವಾಗಿ ಧರ್ಮಶಾಸ್ತ್ರಗಳು ಸ್ಪಷ್ಟವಾದ ನಿಯಮಗಳನ್ನು ರೂಪಿಸಿವೆ. ವಿದ್ಯೆಯನ್ನು ಮಾರಾಟದ ವಸ್ತುವನ್ನಾಗಿ ಮಾಡಬಾರದು ಎಂಬುದು ಅವುಗಳ ಆಶಯ. ಪ್ರತಿಫಲ ಅಪೇಕ್ಷಿಸದೆ ಕಲಿಸುವುದು ಶ್ರೇಷ್ಠ. <box>1004 214 1298 275</box>
article3-deck-line1: ಒಂದು ರಾಷ್ಟ್ರದ ಮೌಲ್ಯ ಅಲ್ಲಿನ ಶಿಕ್ಷಕರ <box>728 1730 864 1744</box>
article3-col2-text: ಮನಸ್ಸನ್ನು ಅರಳಿಸುವ ಕಲೆ ಶಿಕ್ಷಕನಲ್ಲಿರಬೇಕು. ಒಳ್ಳೆಯ ಶಿಕ್ಷಕ ವಿದ್ಯಾರ್ಥಿಯ ದೌರ್ಬಲ್ಯಗಳನ್ನು ಗುರುತಿಸಿ ಅವುಗಳನ್ನು ಶಕ್ತಿಯನ್ನಾಗಿ ಪರಿವರ್ತಿಸುತ್ತಾನೆ. ನಮ್ಮ ಬದುಕಿನಲ್ಲಿ ಪ್ರಭಾವ ಬೀರಿದ ಶಿಕ್ಷಕರನ್ನು ನಾವು ಎಂದೂ ಮರೆಯುವುದಿಲ್ಲ. ಅವರ ಒಂದು ಮಾತು, ಒಂದು ಮೆಚ್ಚುಗೆ ನಮ್ಮ ಜೀವನದ ದಿಕ್ಕನ್ನೇ ಬದಲಿಸಿರುತ್ತದೆ. <box>270 1730 456 1803</box>
article1-col3 <box>1004 214 1298 834</box>
buddhi-title: ಬುದ್ಧಿಯ ಸಂಕೋಚಕ್ಕೆ ಕಾರಣ <box>26 836 192 857</box>
article3-dropcap: ನಿ <box>92 1746 123 1802</box>
logo-text: ಹೊಸದಿಗಂತ <box>68 9 190 44</box>
editorial-emblem-icon <box>42 106 82 146</box>
article3-col4b <box>648 1770 788 1982</box>
article3-deck-line2: ಗುಣಮಟ್ಟದ ಮೇಲೆ ನಿರ್ಧರಿಸಲ್ಪಡುತ್ತದೆ. <box>723 1745 869 1759</box>
article1-byline <box>392 146 456 160</box>
masthead-city: ಬೆಂಗಳೂರು <box>1260 42 1298 53</box>
article1-verse1-line2: ಯೋಽಧ್ಯಾಪಯತಿ ವೃತ್ತ್ಯರ್ಥಮ್ ಉಪಾಧ್ಯಾಯಃ ಸ ಉಚ್ಯತೇ॥ <box>450 326 634 338</box>
shloka-label-line2: ಸಾಗರ <box>72 1190 115 1215</box>
left-column-divider <box>374 90 375 1638</box>
article2-deck-line1: ಮಕ್ಕಳಿಗೆ 'ಕಲಿಸುತ್ತೇನೆ' ಅಂದುಕೊಳ್ಳುತ್ತಲೇ, ನಾವೂ <box>747 912 927 926</box>
article2-dropcap: ಮ <box>462 932 514 988</box>
shloka-author-photo <box>30 1248 78 1298</box>
article2-col2 <box>692 952 992 1626</box>
shloka-sagara-badge <box>26 1156 156 1306</box>
article2-col2-text: ವಿದ್ಯಾರ್ಥಿಯನ್ನಾಗಿಸಿ ನೋಡುವುದು ಅಗತ್ಯ. ಶಿಕ್ಷಕನು ಕಲಿಸುವಾಗ ತಾನೂ ಕಲಿಯುತ್ತಾನೆ. ಮಕ್ಕಳ ಮುಗ್ಧ ಪ್ರಶ್ನೆಗಳು ಹೊಸ ಚಿಂತನೆಗೆ ದಾರಿ ಮಾಡಿಕೊಡುತ್ತವೆ. ಕಾಲಾನಂತರದಲ್ಲಿ ಶಿಕ್ಷಣದ ವ್ಯಾಖ್ಯೆ ಬದಲಾಗಿದೆ. ಶಿಕ್ಷಕ ಕೇವಲ ಪಾಠ ಹೇಳುವವನಲ್ಲ, ಮಾರ್ಗದರ್ಶಕ. ಮಕ್ಕಳ ಸರ್ವತೋಮುಖ ಬೆಳವಣಿಗೆಗೆ ಪೂರಕವಾದ ಚಟುವಟಿಕೆಗಳನ್ನು ರೂಪಿಸಬೇಕು. ಆಟ, ಹಾಡು, ಕಥೆಗಳ ಮೂಲಕ ಕಲಿಸಿದಾಗ ಮಕ್ಕಳು ಬೇಗ ಗ್ರಹಿಸುತ್ತಾರೆ. ರಾಷ್ಟ್ರೀಯ ಶಿಕ್ಷಣ ನೀತಿ ಅನುಭವಾಧಾರಿತ ಕಲಿಕೆಗೆ ಒತ್ತು ನೀಡಿದೆ. ಮಾತೃಭಾಷೆಯಲ್ಲಿ ಪ್ರಾಥಮಿಕ ಶಿಕ್ಷಣ ನೀಡುವುದರ ಮಹತ್ವವನ್ನು ಅದು ಎತ್ತಿಹಿಡಿದಿದೆ. ಮಗು ತನ್ನ ಭಾಷೆಯಲ್ಲಿ ಯೋಚಿಸಿದಾಗ ಸೃಜನಶೀಲತೆ ಹೆಚ್ಚುತ್ತದೆ. ಶಿಕ್ಷಕರ ಮೇಲಿನ ಆಡಳಿತಾತ್ಮಕ ಹೊರೆ ಕಡಿಮೆಯಾಗಬೇಕು. ಬೋಧನೇತರ ಕೆಲಸಗಳಿಂದ ಅವರು ತರಗತಿಗೆ ಪೂರ್ಣ ಸಮಯ ನೀಡಲಾಗುತ್ತಿಲ್ಲ. ಗ್ರಾಮೀಣ ಶಾಲೆಗಳಲ್ಲಿ ಶಿಕ್ಷಕರ ಕೊರತೆ ಗಂಭೀರ ಸಮಸ್ಯೆಯಾಗಿದೆ. ಒಬ್ಬರೇ ಶಿಕ್ಷಕರು ಹಲವು ತರಗತಿಗಳನ್ನು ನಿರ್ವಹಿಸಬೇಕಾದ ಸ್ಥಿತಿ ಇದೆ. ಇಂಥ ಸ್ಥಿತಿಯಲ್ಲೂ ಅನೇಕ ಶಿಕ್ಷಕರು ಸಮರ್ಪಣಾ ಭಾವದಿಂದ ದುಡಿಯುತ್ತಿದ್ದಾರೆ. ಅವರ ಸೇವೆಯನ್ನು ಸಮಾಜ ಗುರುತಿಸಬೇಕು. ಪೋಷಕರೂ ಶಿಕ್ಷಕರೊಂದಿಗೆ ಕೈಜೋಡಿಸಬೇಕು. ಮನೆ ಮತ್ತು ಶಾಲೆ ಎರಡೂ ಮಗುವಿನ ಕಲಿಕೆಯ ತಾಣಗಳು. ಮೌಲ್ಯಾಧಾರಿತ ಶಿಕ್ಷಣವೇ ಸದೃಢ ಸಮಾಜದ ಅಡಿಪಾಯ. <box>692 952 992 1099</box>
article1-deck-line3: ಮೇಲೆ ಅವಲಂಬಿತವಾಗಿದೆ. <box>1000 180 1097 194</box>
article1-verse3-line1: ಅಧ್ಯಾಪಕ ಚ ಶ್ರಿಯಾ ಧರ್ಮಾರ್ಥಾಭ್ಯಾಂ ಪ್ರಕರಣಾನ್ <box>1004 279 1160 291</box>
byline-marker-icon: ▶ <box>392 916 401 929</box>
